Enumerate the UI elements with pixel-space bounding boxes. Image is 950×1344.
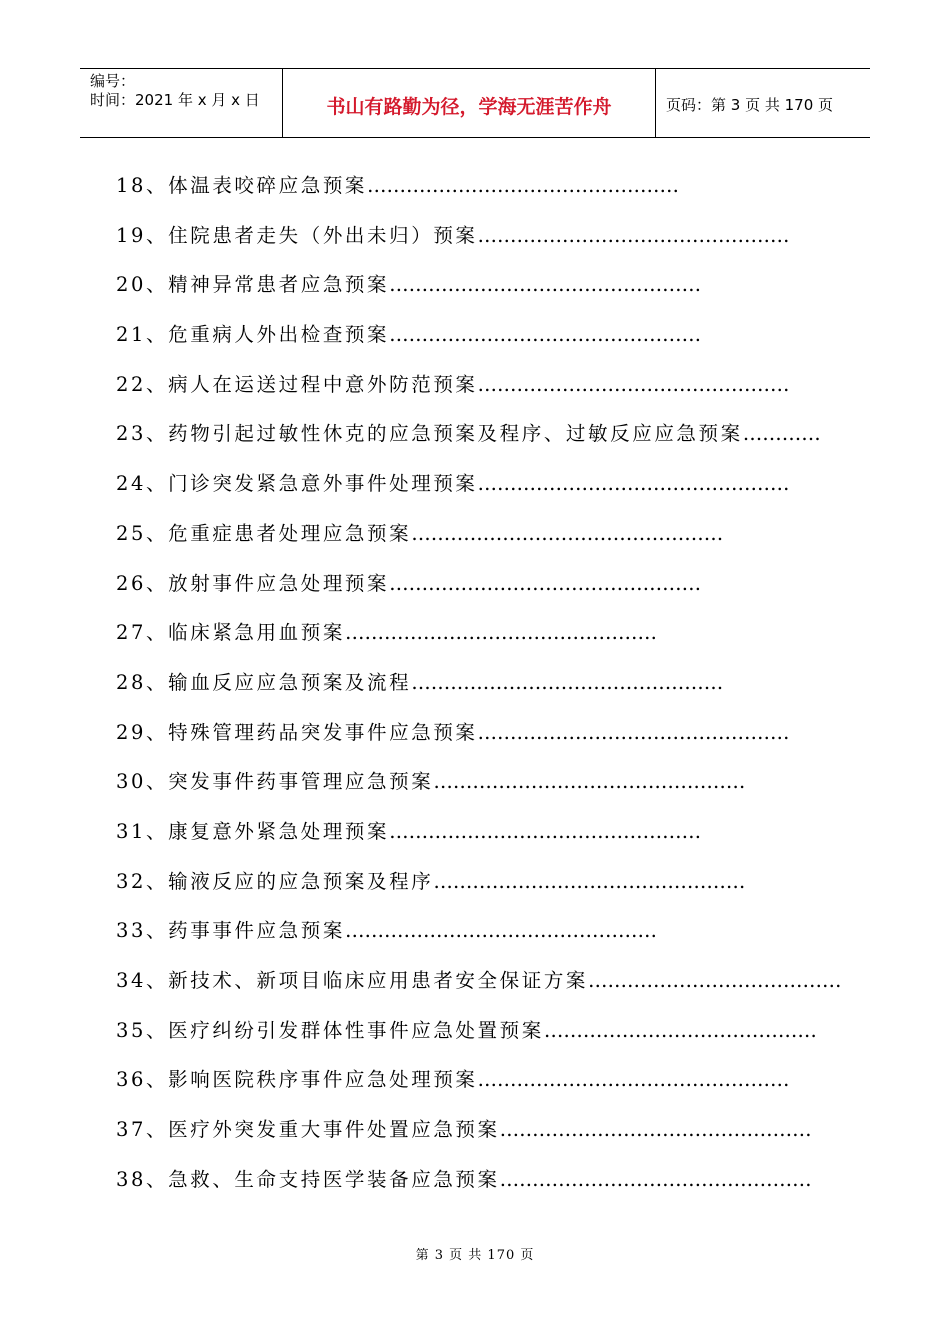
toc-entry-leader-dots: ………………………………………… — [389, 819, 702, 843]
toc-entry-leader-dots: ………… — [742, 422, 821, 446]
toc-entry-leader-dots: ………………………………………… — [344, 621, 657, 645]
toc-entry-title: 输血反应应急预案及流程 — [168, 670, 412, 694]
toc-entry — [116, 220, 836, 270]
toc-entry-number: 33、 — [116, 919, 169, 943]
toc-entry-number: 26、 — [116, 571, 169, 595]
toc-entry-title: 精神异常患者应急预案 — [168, 273, 390, 297]
toc-entry-leader-dots: ………………………………………… — [344, 919, 657, 943]
toc-entry — [116, 965, 842, 1015]
table-of-contents — [116, 170, 842, 1213]
toc-entry-title: 新技术、新项目临床应用患者安全保证方案 — [168, 969, 589, 992]
toc-entry-number: 23、 — [116, 422, 169, 446]
toc-entry-title: 住院患者走失（外出未归）预案 — [168, 223, 478, 247]
toc-entry-leader-dots: ………………………………………… — [477, 472, 790, 496]
toc-entry — [116, 1114, 836, 1164]
toc-entry-number: 32、 — [116, 869, 169, 893]
toc-entry-number: 31、 — [116, 819, 169, 843]
toc-entry-number: 19、 — [116, 223, 169, 247]
document-date: 时间：2021 年 x 月 x 日 — [90, 91, 260, 109]
toc-entry-number: 34、 — [116, 969, 169, 992]
toc-entry-leader-dots: ………………………………………… — [411, 521, 724, 545]
toc-entry-leader-dots: ………………………………… — [588, 969, 842, 992]
toc-entry-title: 医疗纠纷引发群体性事件应急处置预案 — [168, 1018, 544, 1042]
toc-entry — [116, 170, 836, 220]
toc-entry — [116, 667, 836, 717]
toc-entry — [116, 915, 836, 965]
toc-entry-leader-dots: ………………………………………… — [499, 1118, 812, 1142]
toc-entry-title: 病人在运送过程中意外防范预案 — [168, 372, 478, 396]
toc-entry-title: 特殊管理药品突发事件应急预案 — [168, 720, 478, 744]
toc-entry-title: 药事事件应急预案 — [168, 919, 345, 943]
toc-entry-number: 18、 — [116, 174, 169, 197]
toc-entry-number: 29、 — [116, 720, 169, 744]
toc-entry-leader-dots: ………………………………………… — [499, 1167, 812, 1191]
toc-entry-number: 25、 — [116, 521, 169, 545]
toc-entry — [116, 766, 836, 816]
toc-entry — [116, 568, 836, 618]
toc-entry — [116, 717, 836, 767]
toc-entry-number: 27、 — [116, 621, 169, 645]
toc-entry — [116, 319, 836, 369]
toc-entry-number: 35、 — [116, 1018, 169, 1042]
toc-entry-number: 21、 — [116, 323, 169, 347]
toc-entry-title: 药物引起过敏性休克的应急预案及程序、过敏反应应急预案 — [168, 422, 743, 446]
toc-entry — [116, 418, 836, 468]
toc-entry — [116, 866, 836, 916]
toc-entry-leader-dots: ………………………………………… — [477, 372, 790, 396]
document-number-label: 编号： — [90, 72, 136, 90]
toc-entry — [116, 369, 836, 419]
header-page-number: 页码：第 3 页 共 170 页 — [666, 95, 834, 114]
toc-entry — [116, 518, 836, 568]
toc-entry-leader-dots: ………………………………………… — [477, 1068, 790, 1092]
toc-entry-title: 影响医院秩序事件应急处理预案 — [168, 1068, 478, 1092]
toc-entry — [116, 816, 836, 866]
toc-entry-leader-dots: ………………………………………… — [477, 223, 790, 247]
toc-entry-title: 突发事件药事管理应急预案 — [168, 770, 434, 794]
page-footer: 第 3 页 共 170 页 — [415, 1248, 535, 1263]
toc-entry-leader-dots: ………………………………………… — [433, 770, 746, 794]
toc-entry-title: 危重病人外出检查预案 — [168, 323, 390, 347]
toc-entry-title: 危重症患者处理应急预案 — [168, 521, 412, 545]
toc-entry-leader-dots: ………………………………………… — [477, 720, 790, 744]
toc-entry-title: 康复意外紧急处理预案 — [168, 819, 390, 843]
toc-entry-title: 体温表咬碎应急预案 — [168, 174, 368, 197]
toc-entry-title: 临床紧急用血预案 — [168, 621, 345, 645]
toc-entry — [116, 269, 836, 319]
toc-entry-leader-dots: ………………………………………… — [433, 869, 746, 893]
toc-entry-number: 38、 — [116, 1167, 169, 1191]
toc-entry-number: 30、 — [116, 770, 169, 794]
page-header — [80, 68, 870, 138]
header-left-cell — [80, 69, 283, 137]
header-motto: 书山有路勤为径，学海无涯苦作舟 — [283, 69, 656, 137]
toc-entry-number: 37、 — [116, 1118, 169, 1142]
toc-entry-leader-dots: ………………………………………… — [389, 571, 702, 595]
toc-entry-number: 36、 — [116, 1068, 169, 1092]
toc-entry — [116, 1064, 836, 1114]
toc-entry-leader-dots: ………………………………………… — [389, 273, 702, 297]
toc-entry-number: 24、 — [116, 472, 169, 496]
toc-entry-leader-dots: ………………………………………… — [411, 670, 724, 694]
toc-entry — [116, 1164, 836, 1214]
toc-entry — [116, 1015, 836, 1065]
toc-entry-title: 急救、生命支持医学装备应急预案 — [168, 1167, 500, 1191]
toc-entry-leader-dots: ………………………………………… — [367, 174, 680, 197]
toc-entry-leader-dots: …………………………………… — [543, 1018, 817, 1042]
toc-entry — [116, 468, 836, 518]
toc-entry-title: 门诊突发紧急意外事件处理预案 — [168, 472, 478, 496]
toc-entry-title: 输液反应的应急预案及程序 — [168, 869, 434, 893]
toc-entry-leader-dots: ………………………………………… — [389, 323, 702, 347]
toc-entry-title: 医疗外突发重大事件处置应急预案 — [168, 1118, 500, 1142]
toc-entry-number: 28、 — [116, 670, 169, 694]
toc-entry-title: 放射事件应急处理预案 — [168, 571, 390, 595]
toc-entry-number: 22、 — [116, 372, 169, 396]
toc-entry-number: 20、 — [116, 273, 169, 297]
toc-entry — [116, 617, 836, 667]
